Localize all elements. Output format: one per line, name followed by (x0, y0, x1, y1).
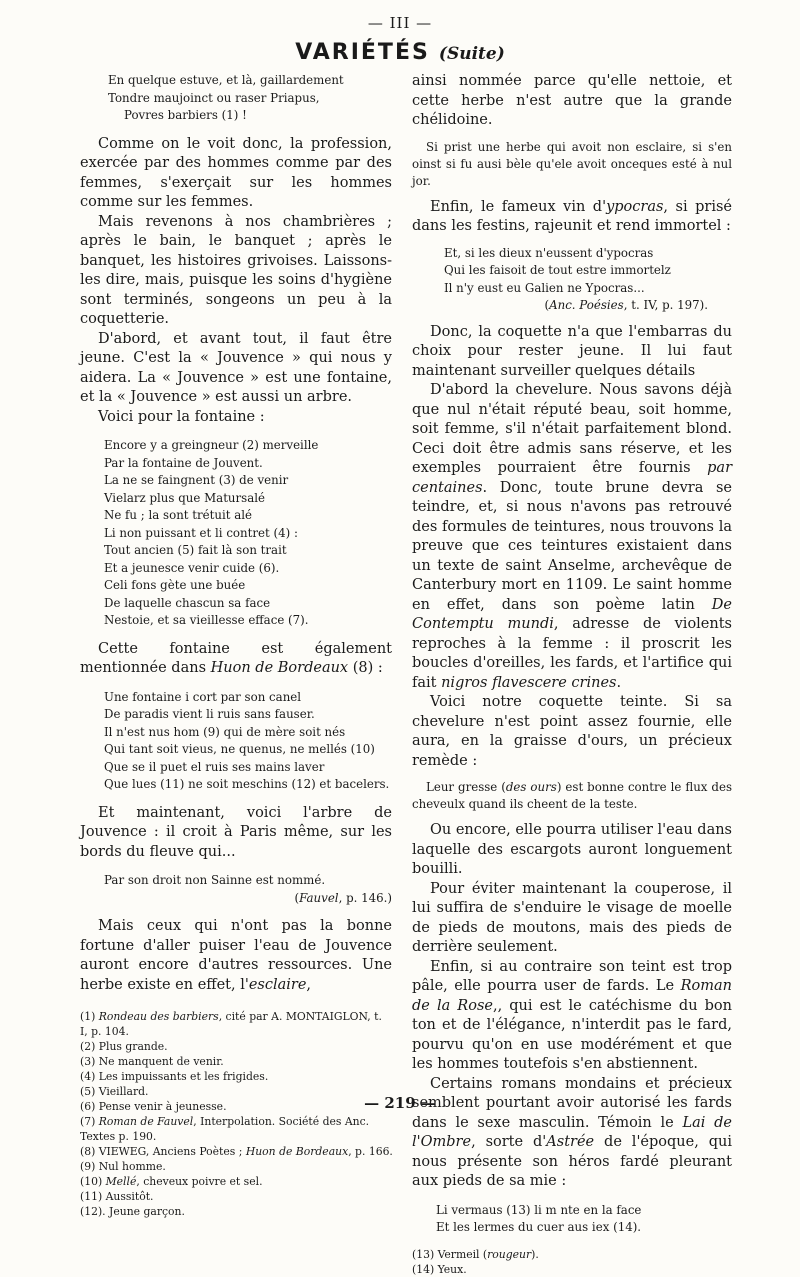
verse-line: Ne fu ; la sont trétuit alé (104, 508, 253, 522)
footnote: (3) Ne manquent de venir. (80, 1055, 224, 1068)
footnote: (11) Aussitôt. (80, 1190, 154, 1203)
verse-line: De laquelle chascun sa face (104, 595, 271, 610)
paragraph: Et maintenant, voici l'arbre de Jouvence : il croit à Paris même, sur les bords du fleuve qui... (80, 804, 392, 860)
note-title: Mellé (105, 1175, 137, 1188)
note-title: Rondeau des barbiers (98, 1010, 219, 1023)
text-run: D'abord la chevelure. Nous savons déjà que nul n'était réputé beau, soit homme, soit femme, s'il n'était parfaitement blond. Ceci doit être admis sans réserve, et les exemples pourraient être fournis (412, 382, 732, 476)
footnote: (2) Plus grande. (80, 1040, 168, 1053)
text-run: , cité par A. MONTAIGLON, t. I, p. 104. (80, 1010, 382, 1038)
note-term: rougeur (487, 1247, 532, 1261)
text-run: (8) VIEWEG, Anciens Poètes ; (80, 1145, 246, 1158)
note-title: Huon de Bordeaux (245, 1145, 349, 1158)
verse-line: Une fontaine i cort par son canel (104, 689, 302, 704)
footnote: (14) Yeux. (412, 1262, 467, 1276)
verse-ombre (436, 1202, 732, 1237)
text-run: , (306, 976, 312, 993)
footnotes-left (80, 1009, 392, 1219)
citation (104, 890, 392, 908)
verse-line: Tondre maujoinct ou raser Priapus, (108, 90, 320, 105)
verse-line: Et, si les dieux n'eussent d'ypocras (444, 245, 654, 260)
verse-line: Et les lermes du cuer aus iex (14). (436, 1220, 642, 1234)
verse-line: Encore y a greingneur (2) merveille (104, 438, 319, 452)
paragraph: ainsi nommée parce qu'elle nettoie, et cette herbe n'est autre que la grande chélidoine. (412, 73, 732, 128)
verse-line: Qui les faisoit de tout estre immortelz (444, 263, 671, 277)
footnotes-right (412, 1247, 732, 1277)
text-run: ( (544, 298, 550, 312)
text-run: Enfin, si au contraire son teint est trop pâle, elle pourra user de fards. Le (412, 958, 732, 994)
text-run: , cheveux poivre et sel. (136, 1175, 263, 1188)
note-title: Roman de Fauvel (98, 1115, 194, 1128)
term-esclaire: esclaire (248, 976, 307, 993)
verse-line: Vielarz plus que Matursalé (104, 490, 266, 505)
quote-gresse (412, 779, 732, 813)
text-run: Mais ceux qui n'ont pas la bonne fortune d'aller puiser l'eau de Jouvence auront encore d'autres ressources. Une herbe existe en effet, l' (80, 918, 392, 993)
verse-line: De paradis vient li ruis sans fauser. (104, 707, 315, 721)
paragraph (80, 917, 392, 995)
paragraph (412, 198, 732, 237)
term-ypocras: ypocras (606, 198, 664, 215)
text-run: , t. IV, p. 197). (623, 298, 708, 312)
section-title (0, 40, 800, 65)
title-astree: Astrée (546, 1134, 595, 1150)
text-run: ,, qui est le catéchisme du bon ton et de l'élégance, n'interdit pas le fard, pourvu qu'on en use modérément et que les hommes toutefois s'en abstiennent. (412, 997, 732, 1072)
paragraph: Comme on le voit donc, la profession, exercée par des hommes comme par des femmes, s'exerçait sur les hommes comme sur les femmes. (80, 135, 392, 210)
verse-line: Que se il puet el ruis ses mains laver (104, 759, 325, 774)
text-run: Enfin, le fameux vin d' (430, 198, 607, 215)
text-run: (1) (80, 1010, 99, 1023)
text-run: (8) : (348, 660, 383, 676)
quote-esclaire: Si prist une herbe qui avoit non esclaire, si s'en oinst si fu ausi bèle qu'ele avoit onceques esté à nul jor. (412, 139, 732, 188)
verse-line: En quelque estuve, et là, gaillardement (108, 73, 344, 87)
text-run: , Interpolation. Société des Anc. Textes p. 190. (80, 1115, 370, 1143)
text-run: Certains romans mondains et précieux semblent pourtant avoir autorisé les fards dans le sexe masculin. Témoin le (412, 1075, 732, 1131)
text-run: (10) (80, 1175, 106, 1188)
verse-line: Et a jeunesce venir cuide (6). (104, 560, 280, 575)
text-run: , sorte d' (471, 1134, 547, 1150)
footnote (80, 1114, 392, 1144)
text-run: ( (294, 890, 300, 905)
top-page-number: — III — (367, 14, 433, 32)
paragraph: D'abord, et avant tout, il faut être jeune. C'est la « Jouvence » qui nous y aidera. La « Jouvence » est une fontaine, et la « Jouvence » est aussi un arbre. (80, 330, 392, 405)
paragraph: Voici pour la fontaine : (98, 408, 265, 425)
footnote: (4) Les impuissants et les frigides. (80, 1070, 269, 1083)
footnote (80, 1174, 392, 1189)
text-run: . Donc, toute brune devra se teindre, et, si nous n'avons pas retrouvé des formules de teintures, nous trouvons la preuve que ces teintures existaient dans un texte de saint Anselme, archevêque de Canterbury mort en 1109. Le saint homme en effet, dans son poème latin (412, 479, 732, 613)
verse-barbiers (108, 72, 392, 125)
title-roman-rose: Roman de la Rose (412, 978, 732, 1014)
verse-line: Povres barbiers (1) ! (124, 108, 247, 122)
text-run: , adresse de violents reproches à la femme : il proscrit les boucles d'oreilles, les fards, et l'artifice qui fait (412, 616, 732, 691)
paragraph: Mais revenons à nos chambrières ; après le bain, le banquet ; après le banquet, les histoires grivoises. Laissons-les dire, mais, puisque les soins d'hygiène sont terminés, songeons un peu à la coquetterie. (80, 213, 392, 327)
title-anc-poesies: Anc. Poésies (549, 298, 624, 312)
footnote (80, 1009, 392, 1039)
paragraph (80, 640, 392, 679)
verse-line: La ne se faingnent (3) de venir (104, 473, 289, 487)
citation (444, 297, 708, 315)
title-lai-ombre: Lai de l'Ombre (412, 1114, 732, 1150)
verse-huon (104, 689, 392, 794)
term-des-ours: des ours (505, 780, 557, 794)
title-huon: Huon de Bordeaux (210, 660, 349, 676)
verse-line: Tout ancien (5) fait là son trait (104, 543, 287, 557)
paragraph (412, 958, 732, 1075)
title-varietes: VARIÉTÉS (295, 40, 430, 65)
paragraph (412, 381, 732, 693)
verse-line: Li vermaus (13) li m nte en la face (436, 1202, 642, 1217)
text-run: , p. 166. (348, 1145, 393, 1158)
text-run: ). (531, 1247, 539, 1261)
verse-line: Qui tant soit vieus, ne quenus, ne mellés (10) (104, 742, 375, 756)
paragraph: Voici notre coquette teinte. Si sa chevelure n'est point assez fournie, elle aura, en la graisse d'ours, un précieux remède : (412, 694, 732, 769)
paragraph: Donc, la coquette n'a que l'embarras du choix pour rester jeune. Il lui faut maintenant surveiller quelques détails (412, 323, 732, 379)
footnote: (12). Jeune garçon. (80, 1205, 185, 1218)
page-number: — 219 — (364, 1094, 436, 1112)
verse-fontaine (104, 437, 392, 630)
text-run: Cette fontaine est également mentionnée dans (80, 640, 392, 676)
title-de-contemptu: De Contemptu mundi (412, 596, 732, 632)
title-suite: (Suite) (438, 44, 505, 64)
footnote (80, 1144, 392, 1159)
verse-line: Par son droit non Sainne est nommé. (104, 873, 326, 887)
text-run: (13) Vermeil ( (412, 1247, 488, 1261)
footnote: (9) Nul homme. (80, 1160, 166, 1173)
verse-line: Celi fons gète une buée (104, 578, 246, 592)
footnote (412, 1247, 732, 1262)
text-run: , p. 146.) (338, 890, 392, 905)
emphasis: par centaines (412, 460, 732, 496)
verse-line: Li non puissant et li contret (4) : (104, 525, 298, 540)
paragraph: Pour éviter maintenant la couperose, il lui suffira de s'enduire le visage de moelle de pieds de moutons, mais des pieds de derrière seulement. (412, 880, 732, 955)
title-fauvel: Fauvel (299, 890, 339, 905)
text-run: , si prisé dans les festins, rajeunit et rend immortel : (412, 198, 732, 234)
text-run: Leur gresse ( (426, 780, 506, 794)
left-column (80, 72, 392, 1219)
verse-line: Que lues (11) ne soit meschins (12) et bacelers. (104, 777, 390, 791)
text-run: . (616, 674, 622, 691)
footnote: (5) Vieillard. (80, 1085, 149, 1098)
verse-line: Il n'est nus hom (9) qui de mère soit nés (104, 724, 346, 739)
verse-line: Il n'y eust eu Galien ne Ypocras... (444, 280, 645, 295)
verse-ypocras (444, 245, 708, 315)
text-run: de l'époque, qui nous présente son héros fardé pleurant aux pieds de sa mie : (412, 1134, 733, 1189)
latin-quote: nigros flavescere crines (441, 674, 617, 691)
paragraph: Ou encore, elle pourra utiliser l'eau dans laquelle des escargots auront longuement bouilli. (412, 822, 732, 877)
verse-line: Nestoie, et sa vieillesse efface (7). (104, 613, 309, 627)
verse-line: Par la fontaine de Jouvent. (104, 455, 263, 470)
verse-seine (104, 872, 392, 907)
text-run: (7) (80, 1115, 99, 1128)
text-run: ) est bonne contre le flux des cheveulx quand ils cheent de la teste. (412, 780, 732, 811)
footnote: (6) Pense venir à jeunesse. (80, 1100, 227, 1113)
paragraph (412, 1075, 732, 1192)
